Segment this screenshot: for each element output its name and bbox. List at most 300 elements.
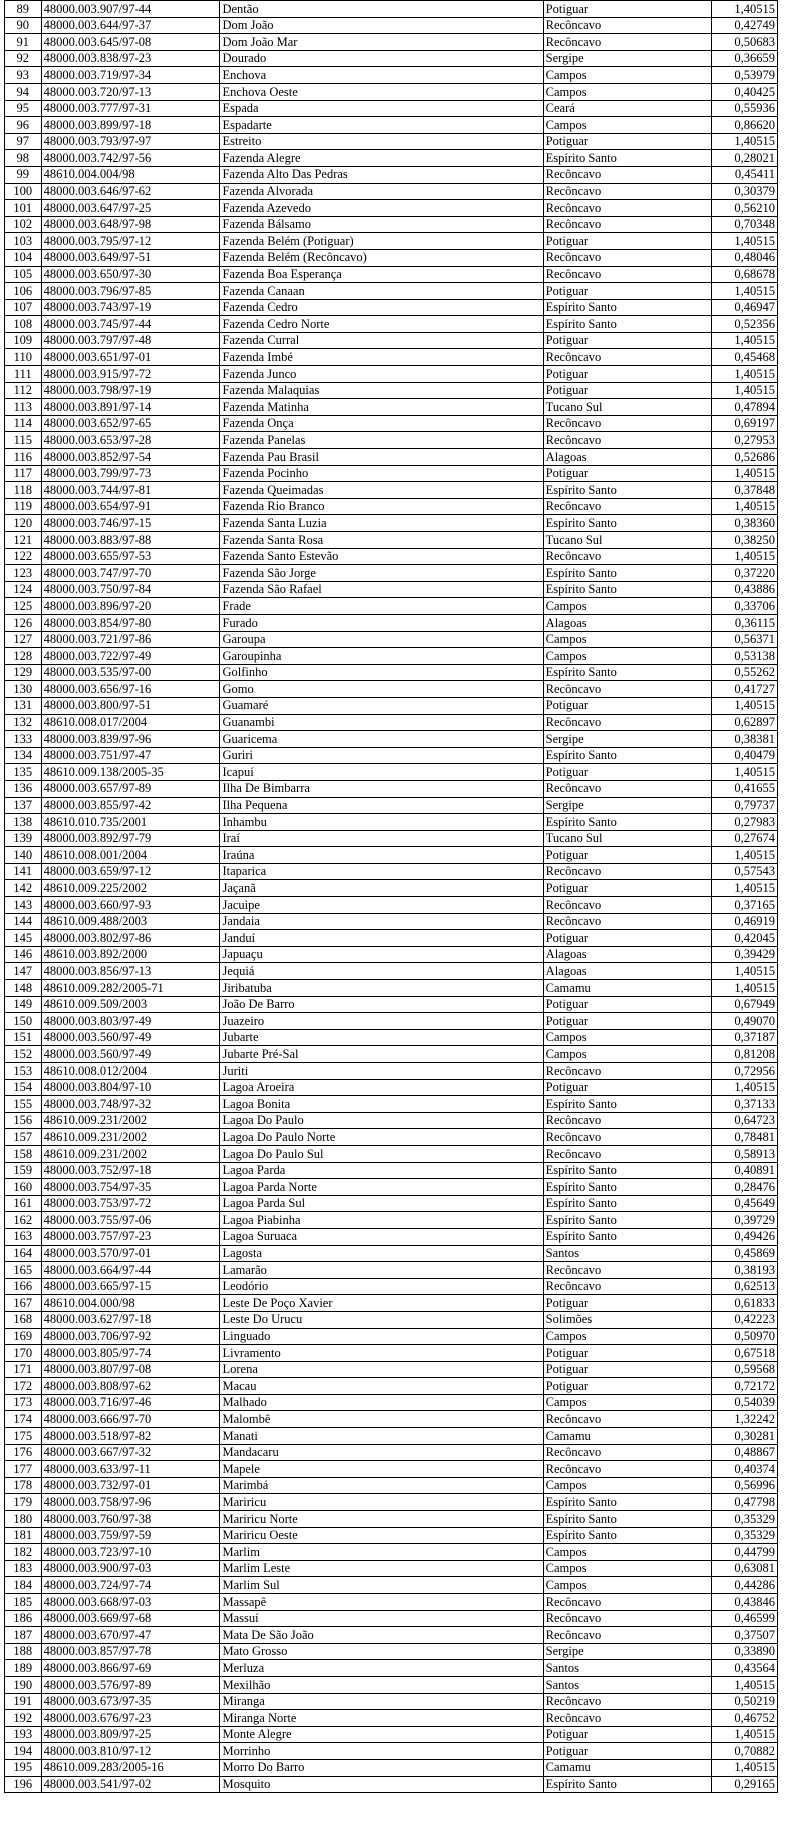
process-number-cell: 48000.003.645/97-08: [41, 34, 220, 51]
table-row: [5, 1560, 778, 1577]
field-name-cell: Lagoa Do Paulo Sul: [220, 1145, 543, 1162]
table-row: [5, 1693, 778, 1710]
basin-cell: Recôncavo: [543, 548, 711, 565]
table-row: [5, 1610, 778, 1627]
table-row: [5, 1262, 778, 1279]
table-row: [5, 1311, 778, 1328]
value-cell: 0,68678: [712, 266, 778, 283]
value-cell: 0,58913: [712, 1145, 778, 1162]
process-number-cell: 48000.003.810/97-12: [41, 1743, 220, 1760]
process-number-cell: 48000.003.668/97-03: [41, 1594, 220, 1611]
value-cell: 0,33890: [712, 1643, 778, 1660]
field-name-cell: Lagoa Parda Sul: [220, 1195, 543, 1212]
basin-cell: Recôncavo: [543, 1610, 711, 1627]
table-row: [5, 648, 778, 665]
process-number-cell: 48610.009.231/2002: [41, 1112, 220, 1129]
value-cell: 0,48867: [712, 1444, 778, 1461]
value-cell: 0,52686: [712, 449, 778, 466]
process-number-cell: 48610.010.735/2001: [41, 814, 220, 831]
table-row: [5, 1411, 778, 1428]
basin-cell: Recôncavo: [543, 216, 711, 233]
table-row: [5, 100, 778, 117]
basin-cell: Potiguar: [543, 1, 711, 18]
basin-cell: Recôncavo: [543, 498, 711, 515]
value-cell: 0,50683: [712, 34, 778, 51]
value-cell: 0,42749: [712, 17, 778, 34]
row-number-cell: 117: [5, 465, 42, 482]
process-number-cell: 48000.003.795/97-12: [41, 233, 220, 250]
process-number-cell: 48000.003.673/97-35: [41, 1693, 220, 1710]
row-number-cell: 184: [5, 1577, 42, 1594]
basin-cell: Espírito Santo: [543, 581, 711, 598]
field-name-cell: Marimbá: [220, 1477, 543, 1494]
table-row: [5, 980, 778, 997]
row-number-cell: 105: [5, 266, 42, 283]
basin-cell: Recôncavo: [543, 1063, 711, 1080]
process-number-cell: 48000.003.797/97-48: [41, 332, 220, 349]
basin-cell: Solimões: [543, 1311, 711, 1328]
row-number-cell: 91: [5, 34, 42, 51]
value-cell: 1,40515: [712, 1, 778, 18]
value-cell: 1,40515: [712, 1676, 778, 1693]
value-cell: 1,40515: [712, 764, 778, 781]
table-row: [5, 897, 778, 914]
field-name-cell: Fazenda Panelas: [220, 432, 543, 449]
process-number-cell: 48000.003.723/97-10: [41, 1544, 220, 1561]
row-number-cell: 126: [5, 614, 42, 631]
basin-cell: Recôncavo: [543, 200, 711, 217]
basin-cell: Potiguar: [543, 332, 711, 349]
value-cell: 0,45869: [712, 1245, 778, 1262]
row-number-cell: 188: [5, 1643, 42, 1660]
table-row: [5, 913, 778, 930]
process-number-cell: 48000.003.648/97-98: [41, 216, 220, 233]
value-cell: 0,59568: [712, 1361, 778, 1378]
value-cell: 0,78481: [712, 1129, 778, 1146]
process-number-cell: 48000.003.664/97-44: [41, 1262, 220, 1279]
row-number-cell: 173: [5, 1394, 42, 1411]
field-name-cell: Mandacaru: [220, 1444, 543, 1461]
table-row: [5, 847, 778, 864]
basin-cell: Recôncavo: [543, 913, 711, 930]
row-number-cell: 166: [5, 1278, 42, 1295]
basin-cell: Campos: [543, 83, 711, 100]
table-row: [5, 1627, 778, 1644]
row-number-cell: 98: [5, 150, 42, 167]
row-number-cell: 154: [5, 1079, 42, 1096]
basin-cell: Recôncavo: [543, 349, 711, 366]
row-number-cell: 194: [5, 1743, 42, 1760]
process-number-cell: 48000.003.798/97-19: [41, 382, 220, 399]
value-cell: 0,49070: [712, 1013, 778, 1030]
table-row: [5, 1577, 778, 1594]
basin-cell: Camamu: [543, 980, 711, 997]
row-number-cell: 159: [5, 1162, 42, 1179]
basin-cell: Potiguar: [543, 847, 711, 864]
basin-cell: Potiguar: [543, 366, 711, 383]
table-row: [5, 1676, 778, 1693]
table-row: [5, 1245, 778, 1262]
table-row: [5, 1145, 778, 1162]
field-name-cell: Icapuí: [220, 764, 543, 781]
field-name-cell: Lagoa Aroeira: [220, 1079, 543, 1096]
table-row: [5, 216, 778, 233]
process-number-cell: 48610.003.892/2000: [41, 946, 220, 963]
basin-cell: Potiguar: [543, 382, 711, 399]
process-number-cell: 48610.008.001/2004: [41, 847, 220, 864]
process-number-cell: 48000.003.883/97-88: [41, 532, 220, 549]
table-row: [5, 1444, 778, 1461]
value-cell: 0,53138: [712, 648, 778, 665]
field-name-cell: Enchova Oeste: [220, 83, 543, 100]
field-name-cell: Jubarte: [220, 1029, 543, 1046]
table-row: [5, 1295, 778, 1312]
value-cell: 0,28476: [712, 1179, 778, 1196]
table-row: [5, 930, 778, 947]
row-number-cell: 164: [5, 1245, 42, 1262]
basin-cell: Recôncavo: [543, 34, 711, 51]
value-cell: 0,44286: [712, 1577, 778, 1594]
table-row: [5, 249, 778, 266]
process-number-cell: 48000.003.748/97-32: [41, 1096, 220, 1113]
field-name-cell: Fazenda São Jorge: [220, 565, 543, 582]
basin-cell: Campos: [543, 1394, 711, 1411]
basin-cell: Recôncavo: [543, 1710, 711, 1727]
table-row: [5, 780, 778, 797]
value-cell: 0,47798: [712, 1494, 778, 1511]
field-name-cell: Guriri: [220, 747, 543, 764]
value-cell: 0,30281: [712, 1428, 778, 1445]
row-number-cell: 178: [5, 1477, 42, 1494]
value-cell: 0,33706: [712, 598, 778, 615]
basin-cell: Campos: [543, 648, 711, 665]
field-name-cell: Dentão: [220, 1, 543, 18]
row-number-cell: 107: [5, 299, 42, 316]
basin-cell: Espírito Santo: [543, 747, 711, 764]
process-number-cell: 48000.003.647/97-25: [41, 200, 220, 217]
process-number-cell: 48000.003.855/97-42: [41, 797, 220, 814]
value-cell: 0,54039: [712, 1394, 778, 1411]
row-number-cell: 149: [5, 996, 42, 1013]
row-number-cell: 156: [5, 1112, 42, 1129]
field-name-cell: Fazenda Belém (Recôncavo): [220, 249, 543, 266]
row-number-cell: 139: [5, 830, 42, 847]
process-number-cell: 48000.003.653/97-28: [41, 432, 220, 449]
field-name-cell: Dourado: [220, 50, 543, 67]
value-cell: 0,61833: [712, 1295, 778, 1312]
row-number-cell: 153: [5, 1063, 42, 1080]
value-cell: 1,40515: [712, 980, 778, 997]
value-cell: 0,47894: [712, 399, 778, 416]
process-number-cell: 48000.003.576/97-89: [41, 1676, 220, 1693]
field-name-cell: Juriti: [220, 1063, 543, 1080]
value-cell: 0,45649: [712, 1195, 778, 1212]
table-row: [5, 731, 778, 748]
row-number-cell: 190: [5, 1676, 42, 1693]
table-row: [5, 1079, 778, 1096]
basin-cell: Recôncavo: [543, 1693, 711, 1710]
table-row: [5, 1361, 778, 1378]
row-number-cell: 160: [5, 1179, 42, 1196]
table-row: [5, 1710, 778, 1727]
process-number-cell: 48000.003.754/97-35: [41, 1179, 220, 1196]
basin-cell: Potiguar: [543, 764, 711, 781]
table-row: [5, 697, 778, 714]
field-name-cell: Espada: [220, 100, 543, 117]
value-cell: 0,39729: [712, 1212, 778, 1229]
basin-cell: Espírito Santo: [543, 1179, 711, 1196]
process-number-cell: 48000.003.854/97-80: [41, 614, 220, 631]
table-row: [5, 133, 778, 150]
field-name-cell: Fazenda Cedro Norte: [220, 316, 543, 333]
value-cell: 0,69197: [712, 415, 778, 432]
table-row: [5, 1461, 778, 1478]
table-row: [5, 1228, 778, 1245]
basin-cell: Recôncavo: [543, 863, 711, 880]
value-cell: 0,56210: [712, 200, 778, 217]
value-cell: 0,62513: [712, 1278, 778, 1295]
row-number-cell: 122: [5, 548, 42, 565]
field-name-cell: Fazenda Pau Brasil: [220, 449, 543, 466]
table-row: [5, 432, 778, 449]
process-number-cell: 48000.003.753/97-72: [41, 1195, 220, 1212]
process-number-cell: 48610.009.509/2003: [41, 996, 220, 1013]
value-cell: 0,35329: [712, 1527, 778, 1544]
row-number-cell: 169: [5, 1328, 42, 1345]
process-number-cell: 48000.003.633/97-11: [41, 1461, 220, 1478]
value-cell: 0,43886: [712, 581, 778, 598]
basin-cell: Campos: [543, 598, 711, 615]
field-name-cell: Estreito: [220, 133, 543, 150]
table-body: [5, 1, 778, 1793]
value-cell: 0,57543: [712, 863, 778, 880]
basin-cell: Recôncavo: [543, 266, 711, 283]
table-row: [5, 1046, 778, 1063]
row-number-cell: 176: [5, 1444, 42, 1461]
basin-cell: Campos: [543, 1046, 711, 1063]
value-cell: 0,38360: [712, 515, 778, 532]
process-number-cell: 48000.003.866/97-69: [41, 1660, 220, 1677]
process-number-cell: 48000.003.650/97-30: [41, 266, 220, 283]
basin-cell: Espírito Santo: [543, 316, 711, 333]
field-name-cell: Fazenda Santo Estevão: [220, 548, 543, 565]
value-cell: 0,46919: [712, 913, 778, 930]
process-number-cell: 48000.003.560/97-49: [41, 1046, 220, 1063]
value-cell: 0,27674: [712, 830, 778, 847]
row-number-cell: 118: [5, 482, 42, 499]
basin-cell: Tucano Sul: [543, 830, 711, 847]
table-row: [5, 1195, 778, 1212]
basin-cell: Espírito Santo: [543, 1494, 711, 1511]
basin-cell: Campos: [543, 1544, 711, 1561]
value-cell: 1,40515: [712, 880, 778, 897]
process-number-cell: 48000.003.646/97-62: [41, 183, 220, 200]
field-name-cell: Jequiá: [220, 963, 543, 980]
row-number-cell: 186: [5, 1610, 42, 1627]
process-number-cell: 48000.003.649/97-51: [41, 249, 220, 266]
process-number-cell: 48000.003.669/97-68: [41, 1610, 220, 1627]
row-number-cell: 196: [5, 1776, 42, 1793]
field-name-cell: Marlim Sul: [220, 1577, 543, 1594]
row-number-cell: 144: [5, 913, 42, 930]
row-number-cell: 124: [5, 581, 42, 598]
value-cell: 0,27953: [712, 432, 778, 449]
value-cell: 1,40515: [712, 332, 778, 349]
basin-cell: Espírito Santo: [543, 1776, 711, 1793]
basin-cell: Espírito Santo: [543, 1096, 711, 1113]
field-name-cell: Mosquito: [220, 1776, 543, 1793]
basin-cell: Potiguar: [543, 233, 711, 250]
row-number-cell: 177: [5, 1461, 42, 1478]
value-cell: 0,48046: [712, 249, 778, 266]
process-number-cell: 48000.003.724/97-74: [41, 1577, 220, 1594]
basin-cell: Campos: [543, 1328, 711, 1345]
row-number-cell: 170: [5, 1345, 42, 1362]
basin-cell: Tucano Sul: [543, 399, 711, 416]
basin-cell: Espírito Santo: [543, 1527, 711, 1544]
row-number-cell: 132: [5, 714, 42, 731]
table-row: [5, 1029, 778, 1046]
value-cell: 0,30379: [712, 183, 778, 200]
value-cell: 0,46752: [712, 1710, 778, 1727]
field-name-cell: Gomo: [220, 681, 543, 698]
basin-cell: Potiguar: [543, 880, 711, 897]
basin-cell: Alagoas: [543, 614, 711, 631]
value-cell: 0,67949: [712, 996, 778, 1013]
row-number-cell: 163: [5, 1228, 42, 1245]
table-row: [5, 67, 778, 84]
field-name-cell: Fazenda Matinha: [220, 399, 543, 416]
field-name-cell: Marlim Leste: [220, 1560, 543, 1577]
field-name-cell: Manati: [220, 1428, 543, 1445]
table-row: [5, 581, 778, 598]
value-cell: 0,43846: [712, 1594, 778, 1611]
field-name-cell: Espadarte: [220, 117, 543, 134]
row-number-cell: 187: [5, 1627, 42, 1644]
value-cell: 0,62897: [712, 714, 778, 731]
row-number-cell: 92: [5, 50, 42, 67]
field-name-cell: Lagoa Do Paulo: [220, 1112, 543, 1129]
field-name-cell: Fazenda Boa Esperança: [220, 266, 543, 283]
row-number-cell: 95: [5, 100, 42, 117]
row-number-cell: 113: [5, 399, 42, 416]
field-name-cell: Lagosta: [220, 1245, 543, 1262]
value-cell: 0,67518: [712, 1345, 778, 1362]
row-number-cell: 106: [5, 283, 42, 300]
process-number-cell: 48000.003.570/97-01: [41, 1245, 220, 1262]
value-cell: 0,70348: [712, 216, 778, 233]
table-row: [5, 332, 778, 349]
basin-cell: Espírito Santo: [543, 150, 711, 167]
value-cell: 0,55936: [712, 100, 778, 117]
field-name-cell: Jubarte Pré-Sal: [220, 1046, 543, 1063]
field-name-cell: Lagoa Suruaca: [220, 1228, 543, 1245]
field-name-cell: Fazenda Santa Luzia: [220, 515, 543, 532]
table-row: [5, 1643, 778, 1660]
table-row: [5, 1477, 778, 1494]
table-row: [5, 1726, 778, 1743]
process-number-cell: 48000.003.900/97-03: [41, 1560, 220, 1577]
basin-cell: Alagoas: [543, 946, 711, 963]
basin-cell: Recôncavo: [543, 1594, 711, 1611]
field-name-cell: Jacuipe: [220, 897, 543, 914]
table-row: [5, 614, 778, 631]
row-number-cell: 179: [5, 1494, 42, 1511]
row-number-cell: 128: [5, 648, 42, 665]
process-number-cell: 48610.009.225/2002: [41, 880, 220, 897]
process-number-cell: 48000.003.760/97-38: [41, 1511, 220, 1528]
row-number-cell: 89: [5, 1, 42, 18]
field-name-cell: Fazenda Belém (Potiguar): [220, 233, 543, 250]
field-name-cell: Mariricu: [220, 1494, 543, 1511]
field-name-cell: Massuí: [220, 1610, 543, 1627]
table-row: [5, 150, 778, 167]
value-cell: 0,38381: [712, 731, 778, 748]
table-row: [5, 830, 778, 847]
value-cell: 0,37220: [712, 565, 778, 582]
process-number-cell: 48000.003.627/97-18: [41, 1311, 220, 1328]
value-cell: 1,32242: [712, 1411, 778, 1428]
row-number-cell: 110: [5, 349, 42, 366]
process-number-cell: 48000.003.716/97-46: [41, 1394, 220, 1411]
basin-cell: Potiguar: [543, 465, 711, 482]
row-number-cell: 109: [5, 332, 42, 349]
row-number-cell: 96: [5, 117, 42, 134]
row-number-cell: 130: [5, 681, 42, 698]
process-number-cell: 48000.003.518/97-82: [41, 1428, 220, 1445]
value-cell: 0,27983: [712, 814, 778, 831]
process-number-cell: 48610.004.000/98: [41, 1295, 220, 1312]
field-name-cell: Garoupa: [220, 631, 543, 648]
basin-cell: Potiguar: [543, 1743, 711, 1760]
process-number-cell: 48610.008.017/2004: [41, 714, 220, 731]
process-number-cell: 48610.009.282/2005-71: [41, 980, 220, 997]
process-number-cell: 48000.003.667/97-32: [41, 1444, 220, 1461]
value-cell: 0,39429: [712, 946, 778, 963]
value-cell: 0,44799: [712, 1544, 778, 1561]
basin-cell: Recôncavo: [543, 897, 711, 914]
table-row: [5, 1743, 778, 1760]
field-name-cell: Fazenda Azevedo: [220, 200, 543, 217]
field-name-cell: Lamarão: [220, 1262, 543, 1279]
table-row: [5, 1278, 778, 1295]
process-number-cell: 48610.008.012/2004: [41, 1063, 220, 1080]
table-row: [5, 548, 778, 565]
table-row: [5, 183, 778, 200]
row-number-cell: 131: [5, 697, 42, 714]
field-name-cell: Leste De Poço Xavier: [220, 1295, 543, 1312]
field-name-cell: Morrinho: [220, 1743, 543, 1760]
table-row: [5, 1328, 778, 1345]
table-row: [5, 1494, 778, 1511]
row-number-cell: 111: [5, 366, 42, 383]
value-cell: 0,49426: [712, 1228, 778, 1245]
value-cell: 0,37848: [712, 482, 778, 499]
basin-cell: Recôncavo: [543, 1461, 711, 1478]
field-name-cell: Guamaré: [220, 697, 543, 714]
table-row: [5, 200, 778, 217]
basin-cell: Recôncavo: [543, 1278, 711, 1295]
process-number-cell: 48000.003.666/97-70: [41, 1411, 220, 1428]
row-number-cell: 150: [5, 1013, 42, 1030]
value-cell: 1,40515: [712, 465, 778, 482]
process-number-cell: 48000.003.670/97-47: [41, 1627, 220, 1644]
process-number-cell: 48000.003.755/97-06: [41, 1212, 220, 1229]
process-number-cell: 48000.003.857/97-78: [41, 1643, 220, 1660]
field-name-cell: Iraí: [220, 830, 543, 847]
value-cell: 1,40515: [712, 847, 778, 864]
table-row: [5, 366, 778, 383]
